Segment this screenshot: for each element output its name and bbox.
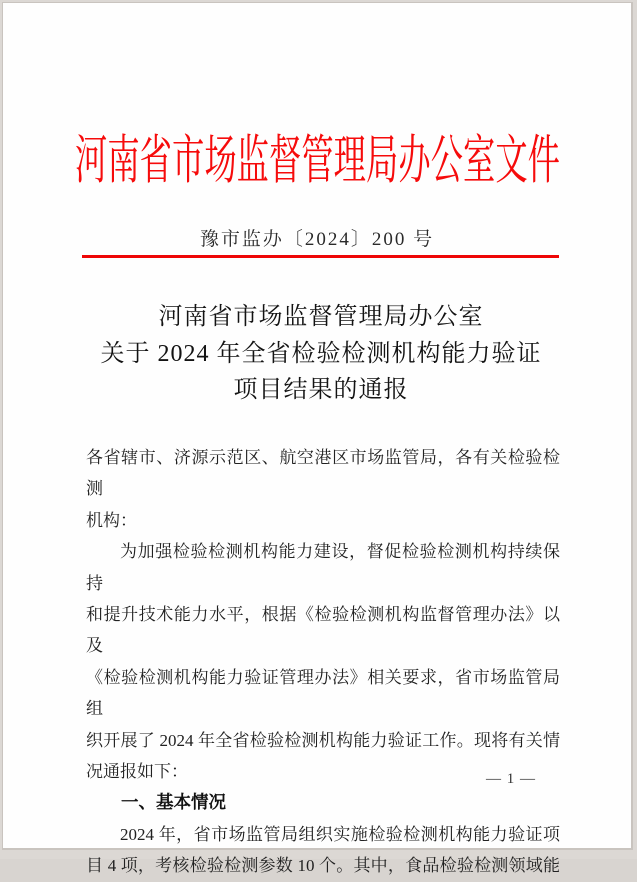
salutation-line: 机构： bbox=[86, 510, 137, 530]
salutation-line: 各省辖市、济源示范区、航空港区市场监管局，各有关检验检测 bbox=[86, 448, 560, 499]
paragraph-line: 《检验检测机构能力验证管理办法》相关要求，省市场监管局组 bbox=[86, 667, 560, 719]
title-line-2: 关于 2024 年全省检验检测机构能力验证 bbox=[100, 340, 542, 367]
page-number: — 1 — bbox=[486, 771, 536, 787]
masthead bbox=[3, 123, 631, 199]
paragraph-line: 况通报如下： bbox=[86, 762, 188, 782]
document-body bbox=[86, 442, 560, 882]
document-title bbox=[81, 299, 561, 409]
paragraph-line: 目 4 项，考核检验检测参数 10 个。其中，食品检验检测领域能 bbox=[86, 856, 560, 876]
title-line-3: 项目结果的通报 bbox=[233, 377, 409, 403]
title-line-1: 河南省市场监督管理局办公室 bbox=[158, 304, 484, 330]
red-divider-line bbox=[82, 255, 559, 258]
paragraph-line: 和提升技术能力水平，根据《检验检测机构监督管理办法》以及 bbox=[86, 605, 560, 656]
doc-number: 豫市监办〔2024〕200 号 bbox=[199, 229, 435, 250]
paragraph-line: 织开展了 2024 年全省检验检测机构能力验证工作。现将有关情 bbox=[86, 730, 560, 750]
paragraph-line: 2024 年，省市场监管局组织实施检验检测机构能力验证项 bbox=[120, 824, 560, 844]
masthead-title: 河南省市场监督管理局办公室文件 bbox=[74, 131, 560, 190]
document-page bbox=[2, 2, 633, 876]
section-heading: 一、基本情况 bbox=[121, 792, 226, 813]
paragraph-line: 为加强检验检测机构能力建设，督促检验检测机构持续保持 bbox=[86, 542, 560, 593]
